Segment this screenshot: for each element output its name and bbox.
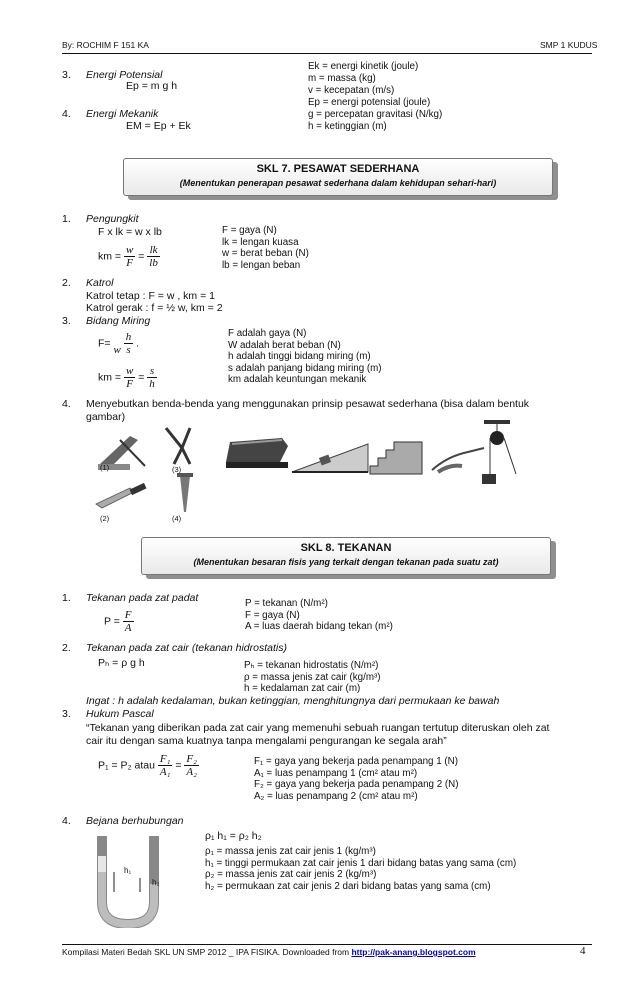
km-formula — [98, 244, 160, 269]
pascal-formula — [98, 753, 199, 778]
legend-line: Ek = energi kinetik (joule) — [308, 61, 419, 72]
u-tube-icon — [102, 836, 154, 924]
item-number: 1. — [62, 213, 71, 225]
tekanan-padat-title: Tekanan pada zat padat — [86, 592, 199, 604]
katrol-gerak: Katrol gerak : f = ½ w, km = 2 — [86, 302, 223, 314]
legend-line: lk = lengan kuasa — [222, 236, 299, 248]
legend-line: F = gaya (N) — [222, 225, 277, 236]
legend-line: w = berat beban (N) — [222, 248, 309, 259]
skl7-banner — [123, 158, 553, 196]
pliers-nail-illustrations — [160, 424, 210, 524]
lever-icon — [100, 436, 138, 466]
force-label: F= — [98, 337, 111, 350]
header-left: By: ROCHIM F 151 KA — [62, 40, 149, 50]
skl7-subtitle: (Menentukan penerapan pesawat sederhana dalam kehidupan sehari-hari) — [179, 178, 497, 188]
item-number: 2. — [62, 277, 71, 289]
legend-line: ρ = massa jenis zat cair (kg/m³) — [244, 671, 381, 683]
footer-link[interactable]: http://pak-anang.blogspot.com — [351, 947, 476, 957]
fraction-h-s: $\frac{h}{s}$ — [125, 331, 132, 356]
km-label: km = — [98, 250, 122, 263]
pressure-label: P = — [104, 615, 120, 628]
bidang-miring-legend — [228, 328, 382, 386]
legend-line: h = ketinggian (m) — [308, 121, 387, 132]
skl8-subtitle: (Menentukan besaran fisis yang terkait dengan tekanan pada suatu zat) — [193, 557, 499, 567]
pascal-quote-line2: cair itu dengan sama kuatnya tanpa mengalami pengurangan ke segala arah” — [86, 735, 447, 747]
equals: = — [175, 759, 182, 772]
legend-line: h adalah tinggi bidang miring (m) — [228, 351, 371, 362]
header-rule — [62, 53, 592, 54]
item-number: 4. — [62, 108, 71, 120]
legend-line: s adalah panjang bidang miring (m) — [228, 362, 382, 374]
pascal-legend — [254, 756, 459, 802]
item-number: 3. — [62, 315, 71, 327]
legend-line: h = kedalaman zat cair (m) — [244, 683, 361, 694]
km-label: km = — [98, 371, 122, 384]
fraction-lk-lb: $\frac{lk}{lb}$ — [149, 244, 158, 269]
item-number: 2. — [62, 642, 71, 654]
tekanan-cair-legend — [244, 660, 381, 695]
legend-line: F₂ = gaya yang bekerja pada penampang 2 (N) — [254, 779, 459, 790]
legend-line: km adalah keuntungan mekanik — [228, 374, 367, 385]
knife-icon — [96, 488, 134, 508]
pulley-illustration — [472, 418, 522, 488]
skl8-banner — [141, 537, 551, 575]
stapler-illustration — [222, 432, 292, 472]
tube-h2-label: h₂ — [152, 878, 160, 887]
legend-line: P = tekanan (N/m²) — [245, 598, 328, 609]
legend-line: F = gaya (N) — [245, 609, 300, 621]
tekanan-cair-title: Tekanan pada zat cair (tekanan hidrostatis) — [86, 642, 287, 654]
ingat-note: Ingat : h adalah kedalaman, bukan ketinggian, menghitungnya dari permukaan ke bawah — [86, 695, 500, 707]
tekanan-padat-formula — [104, 609, 134, 634]
energi-mekanik-formula: EM = Ep + Ek — [126, 120, 191, 132]
katrol-tetap: Katrol tetap : F = w , km = 1 — [86, 290, 215, 302]
pengungkit-legend — [222, 225, 309, 271]
energi-mekanik-title: Energi Mekanik — [86, 108, 159, 120]
katrol-title: Katrol — [86, 277, 114, 289]
tekanan-cair-formula: Pₕ = ρ g h — [98, 657, 145, 669]
item-number: 3. — [62, 708, 71, 720]
item-number: 4. — [62, 815, 71, 827]
fraction-s-h: $\frac{s}{h}$ — [149, 365, 155, 390]
legend-line: ρ₂ = massa jenis zat cair jenis 2 (kg/m³) — [205, 869, 377, 880]
legend-line: W adalah berat beban (N) — [228, 339, 341, 351]
legend-line: h₂ = permukaan zat cair jenis 2 dari bidang batas yang sama (cm) — [205, 880, 491, 892]
bidang-miring-force-formula — [98, 331, 139, 356]
legend-line: Ep = energi potensial (joule) — [308, 97, 431, 108]
pengungkit-title: Pengungkit — [86, 213, 139, 225]
fraction-f1-a1: $\frac{\text{F₁}}{\text{A₁}}$ — [159, 753, 171, 778]
dot: . — [136, 337, 140, 350]
contoh-text-line1: Menyebutkan benda-benda yang menggunakan prinsip pesawat sederhana (bisa dalam bentuk — [86, 398, 530, 410]
fraction-f2-a2: $\frac{\text{F₂}}{\text{A₂}}$ — [186, 753, 197, 778]
tube-h1-label: h₁ — [124, 866, 132, 875]
skl8-title: SKL 8. TEKANAN — [300, 542, 392, 554]
equals: = — [138, 250, 145, 263]
footer-label: Kompilasi Materi Bedah SKL UN SMP 2012 _ IPA FISIKA. Downloaded from — [62, 947, 352, 957]
bejana-formula: ρ₁ h₁ = ρ₂ h₂ — [205, 830, 262, 842]
figure-label: (4) — [172, 514, 182, 523]
fraction-f-a: $\frac{F}{A}$ — [124, 609, 132, 634]
item-number: 4. — [62, 398, 71, 410]
inclined-plane-illustration — [290, 438, 370, 474]
pascal-quote-line1: “Tekanan yang diberikan pada zat cair yang memenuhi sebuah ruangan tertutup diteruskan oleh zat — [86, 722, 550, 734]
legend-line: ρ₁ = massa jenis zat cair jenis 1 (kg/m³) — [205, 846, 376, 857]
bejana-title: Bejana berhubungan — [86, 815, 184, 827]
energy-legend — [308, 61, 442, 133]
fraction-w-f: $\frac{w}{F}$ — [125, 244, 134, 269]
contoh-text-line2: gambar) — [86, 411, 126, 423]
tekanan-padat-legend — [245, 598, 393, 633]
legend-line: v = kecepatan (m/s) — [308, 85, 395, 96]
bidang-miring-km-formula — [98, 365, 157, 390]
pulley-icon — [490, 431, 504, 445]
stairs-icon — [370, 442, 422, 474]
legend-line: g = percepatan gravitasi (N/kg) — [308, 109, 443, 120]
energi-potensial-title: Energi Potensial — [86, 69, 163, 81]
legend-line: F adalah gaya (N) — [228, 328, 307, 339]
legend-line: m = massa (kg) — [308, 73, 376, 84]
item-number: 1. — [62, 592, 71, 604]
legend-line: F₁ = gaya yang bekerja pada penampang 1 (N) — [254, 756, 458, 767]
nail-icon — [180, 476, 190, 512]
figure-label: (1) — [100, 463, 110, 472]
footer-rule — [62, 944, 592, 945]
item-number: 3. — [62, 69, 71, 81]
fraction-w-f: $\frac{w}{F}$ — [125, 365, 134, 390]
pascal-title: Hukum Pascal — [86, 708, 154, 720]
ramp-icon — [292, 444, 368, 472]
figure-label: (3) — [172, 465, 182, 474]
footer-text — [62, 947, 476, 957]
legend-line: A = luas daerah bidang tekan (m²) — [245, 621, 393, 632]
pengungkit-formula: F x lk = w x lb — [98, 226, 162, 238]
equals: = — [138, 371, 145, 384]
legend-line: Pₕ = tekanan hidrostatis (N/m²) — [244, 660, 379, 671]
legend-line: A₁ = luas penampang 1 (cm² atau m²) — [254, 767, 418, 779]
bejana-legend — [205, 846, 516, 892]
spiral-stairs-illustration — [368, 438, 424, 476]
legend-line: h₁ = tinggi permukaan zat cair jenis 1 dari bidang batas yang sama (cm) — [205, 857, 517, 869]
legend-line: A₂ = luas penampang 2 (cm² atau m²) — [254, 790, 418, 802]
figure-label: (2) — [100, 514, 110, 523]
bidang-miring-title: Bidang Miring — [86, 315, 151, 327]
legend-line: lb = lengan beban — [222, 259, 301, 271]
skl7-title: SKL 7. PESAWAT SEDERHANA — [256, 163, 420, 175]
pascal-lhs: P₁ = P₂ atau — [98, 759, 155, 772]
w-term: w — [113, 343, 121, 356]
page-number: 4 — [580, 945, 586, 957]
energi-potensial-formula: Ep = m g h — [126, 80, 178, 92]
header-right: SMP 1 KUDUS — [540, 40, 598, 50]
